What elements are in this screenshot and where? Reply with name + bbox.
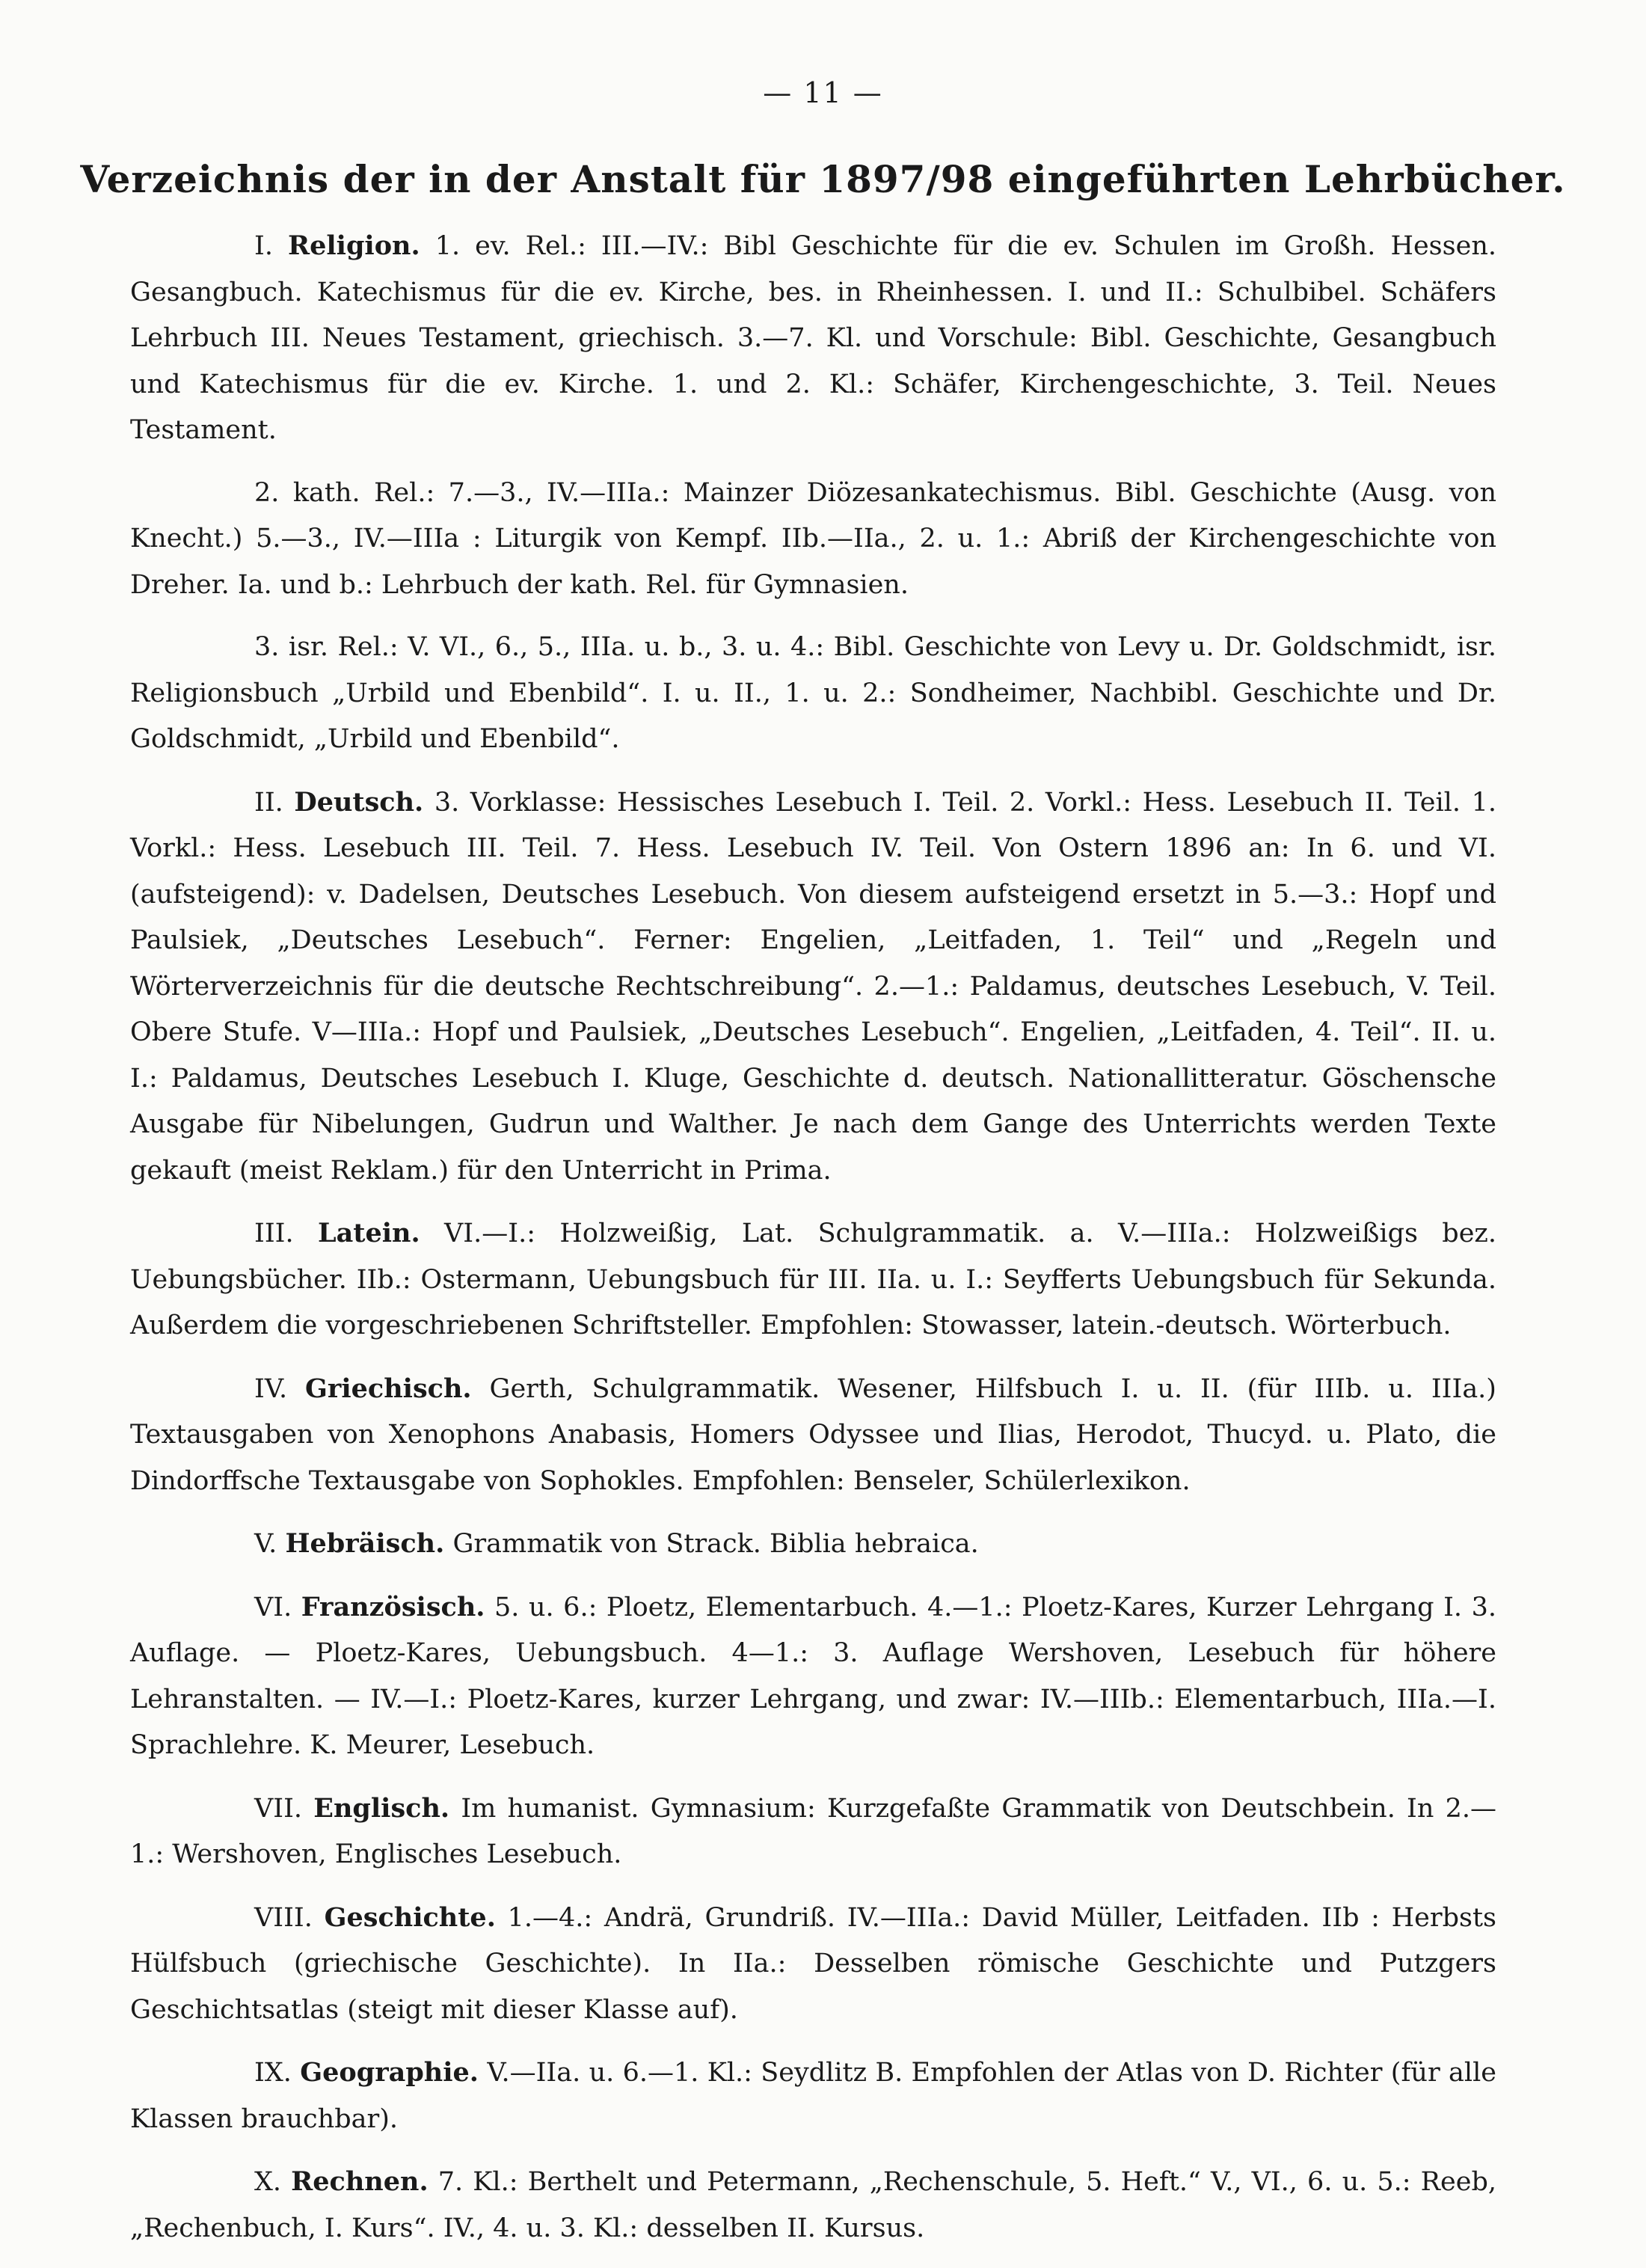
- section-heading: Geographie.: [300, 2057, 479, 2088]
- section-text: Im humanist. Gymnasium: Kurzgefaßte Grammatik von Deutschbein. In 2.—1.: Wershoven, Englisches Lesebuch.: [130, 1793, 1496, 1869]
- section-griechisch: [130, 1366, 1496, 1505]
- section-text: 1.—4.: Andrä, Grundriß. IV.—IIIa.: David Müller, Leitfaden. IIb : Herbsts Hülfsbuch (griechische Geschichte). In IIa.: Desselben römische Geschichte und Putzgers Geschichtsatlas (steigt mit dieser Klasse auf).: [130, 1902, 1496, 2025]
- section-franzoesisch: [130, 1584, 1496, 1769]
- section-numeral: X.: [254, 2167, 282, 2197]
- section-text: V.—IIa. u. 6.—1. Kl.: Seydlitz B. Empfohlen der Atlas von D. Richter (für alle Klassen brauchbar).: [130, 2058, 1496, 2134]
- section-heading: Religion.: [288, 230, 420, 261]
- section-heading: Hebräisch.: [285, 1528, 445, 1559]
- section-list: [130, 223, 1496, 2268]
- section-heading: Französisch.: [301, 1591, 485, 1622]
- section-hebraeisch: [130, 1521, 1496, 1568]
- section-text: 3. isr. Rel.: V. VI., 6., 5., IIIa. u. b., 3. u. 4.: Bibl. Geschichte von Levy u. Dr. Goldschmidt, isr. Religionsbuch „Urbild und Ebenbild“. I. u. II., 1. u. 2.: Sondheimer, Nachbibl. Geschichte und Dr. Goldschmidt, „Urbild und Ebenbild“.: [130, 632, 1496, 754]
- section-latein: [130, 1210, 1496, 1349]
- section-text: Grammatik von Strack. Biblia hebraica.: [452, 1529, 979, 1559]
- section-numeral: VII.: [254, 1793, 303, 1824]
- section-numeral: IV.: [254, 1373, 288, 1404]
- section-numeral: II.: [254, 787, 283, 818]
- section-geschichte: [130, 1895, 1496, 2034]
- section-text: 1. ev. Rel.: III.—IV.: Bibl Geschichte für die ev. Schulen im Großh. Hessen. Gesangbuch. Katechismus für die ev. Kirche, bes. in Rheinhessen. I. und II.: Schulbibel. Schäfers Lehrbuch III. Neues Testament, griechisch. 3.—7. Kl. und Vorschule: Bibl. Geschichte, Gesangbuch und Katechismus für die ev. Kirche. 1. und 2. Kl.: Schäfer, Kirchengeschichte, 3. Teil. Neues Testament.: [130, 231, 1496, 445]
- section-numeral: IX.: [254, 2058, 292, 2088]
- section-text: 5. u. 6.: Ploetz, Elementarbuch. 4.—1.: Ploetz-Kares, Kurzer Lehrgang I. 3. Auflage. — Ploetz-Kares, Uebungsbuch. 4—1.: 3. Auflage Wershoven, Lesebuch für höhere Lehranstalten. — IV.—I.: Ploetz-Kares, kurzer Lehrgang, und zwar: IV.—IIIb.: Elementarbuch, IIIa.—I. Sprachlehre. K. Meurer, Lesebuch.: [130, 1592, 1496, 1760]
- section-numeral: I.: [254, 231, 273, 261]
- section-numeral: VIII.: [254, 1902, 313, 1933]
- section-heading: Deutsch.: [294, 786, 424, 818]
- page-title: Verzeichnis der in der Anstalt für 1897/98 eingeführten Lehrbücher.: [80, 157, 1566, 201]
- section-text: VI.—I.: Holzweißig, Lat. Schulgrammatik. a. V.—IIIa.: Holzweißigs bez. Uebungsbücher. IIb.: Ostermann, Uebungsbuch für III. IIa. u. I.: Seyfferts Uebungsbuch für Sekunda. Außerdem die vorgeschriebenen Schriftsteller. Empfohlen: Stowasser, latein.-deutsch. Wörterbuch.: [130, 1219, 1496, 1340]
- section-englisch: [130, 1786, 1496, 1878]
- section-numeral: III.: [254, 1219, 294, 1248]
- section-text: Gerth, Schulgrammatik. Wesener, Hilfsbuch I. u. II. (für IIIb. u. IIIa.) Textausgaben von Xenophons Anabasis, Homers Odyssee und Ilias, Herodot, Thucyd. u. Plato, die Dindorffsche Textausgabe von Sophokles. Empfohlen: Benseler, Schülerlexikon.: [130, 1373, 1496, 1496]
- section-heading: Griechisch.: [305, 1373, 472, 1404]
- section-religion-catholic: [130, 471, 1496, 609]
- section-text: 3. Vorklasse: Hessisches Lesebuch I. Teil. 2. Vorkl.: Hess. Lesebuch II. Teil. 1. Vorkl.: Hess. Lesebuch III. Teil. 7. Hess. Lesebuch IV. Teil. Von Ostern 1896 an: In 6. und VI. (aufsteigend): v. Dadelsen, Deutsches Lesebuch. Von diesem aufsteigend ersetzt in 5.—3.: Hopf und Paulsiek, „Deutsches Lesebuch“. Ferner: Engelien, „Leitfaden, 1. Teil“ und „Regeln und Wörterverzeichnis für die deutsche Rechtschreibung“. 2.—1.: Paldamus, deutsches Lesebuch, V. Teil. Obere Stufe. V—IIIa.: Hopf und Paulsiek, „Deutsches Lesebuch“. Engelien, „Leitfaden, 4. Teil“. II. u. I.: Paldamus, Deutsches Lesebuch I. Kluge, Geschichte d. deutsch. Nationallitteratur. Göschensche Ausgabe für Nibelungen, Gudrun und Walther. Je nach dem Gange des Unterrichts werden Texte gekauft (meist Reklam.) für den Unterricht in Prima.: [130, 787, 1496, 1186]
- section-numeral: VI.: [254, 1592, 292, 1622]
- section-religion-israelite: [130, 625, 1496, 763]
- section-heading: Rechnen.: [291, 2166, 429, 2197]
- section-text: 7. Kl.: Berthelt und Petermann, „Rechenschule, 5. Heft.“ V., VI., 6. u. 5.: Reeb, „Rechenbuch, I. Kurs“. IV., 4. u. 3. Kl.: desselben II. Kursus.: [130, 2167, 1496, 2243]
- section-geographie: [130, 2050, 1496, 2142]
- section-religion: [130, 223, 1496, 454]
- section-deutsch: [130, 779, 1496, 1195]
- section-heading: Latein.: [317, 1218, 420, 1248]
- section-text: 2. kath. Rel.: 7.—3., IV.—IIIa.: Mainzer Diözesankatechismus. Bibl. Geschichte (Ausg. von Knecht.) 5.—3., IV.—IIIa : Liturgik von Kempf. IIb.—IIa., 2. u. 1.: Abriß der Kirchengeschichte von Dreher. Ia. und b.: Lehrbuch der kath. Rel. für Gymnasien.: [130, 477, 1496, 600]
- section-heading: Englisch.: [313, 1792, 450, 1824]
- page-number: — 11 —: [763, 76, 883, 109]
- section-rechnen: [130, 2159, 1496, 2252]
- section-heading: Geschichte.: [324, 1901, 496, 1933]
- section-numeral: V.: [254, 1529, 277, 1559]
